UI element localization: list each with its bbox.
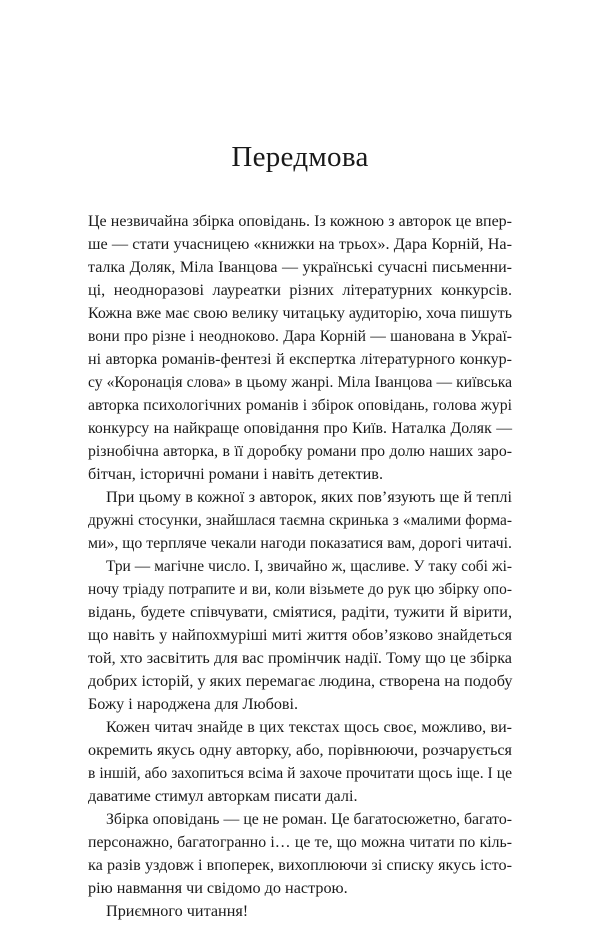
text-line: конкурсу на найкраще оповідання про Київ. Наталка Доляк — <box>88 420 512 437</box>
text-line: ка разів уздовж і впоперек, вихоплюючи зі списку якусь істо- <box>88 856 512 874</box>
paragraph <box>88 808 512 900</box>
text-line: добрих історій, у яких перемагає людина, створена на подобу <box>88 672 513 690</box>
text-line: в іншій, або захопиться всіма й захоче прочитати щось іще. І це <box>88 765 512 782</box>
text-line: ми», що терпляче чекали нагоди показатися вам, дорогі читачі. <box>88 535 512 552</box>
text-line: рію навмання чи свідомо до настрою. <box>88 879 348 897</box>
text-line: Приємного читання! <box>106 902 249 920</box>
text-line: Збірка оповідань — це не роман. Це багатосюжетно, багато- <box>106 811 512 828</box>
page-title: Передмова <box>231 141 369 173</box>
text-line: дружні стосунки, знайшлася таємна скринька з «малими форма- <box>88 512 512 529</box>
paragraph <box>88 210 512 486</box>
text-line: талка Доляк, Міла Іванцова — українські сучасні письменни- <box>88 259 512 276</box>
text-line: ночу тріаду потрапите и ви, коли візьмете до рук цю збірку опо- <box>88 581 512 598</box>
text-line: даватиме стимул авторкам писати далі. <box>88 787 358 805</box>
text-line: Це незвичайна збірка оповідань. Із кожною з авторок це впер- <box>88 213 512 230</box>
paragraph <box>88 486 512 555</box>
text-line: ше — стати учасницею «книжки на трьох». Дара Корній, На- <box>88 235 512 253</box>
text-line: Кожна вже має свою велику читацьку аудиторію, хоча пишуть <box>88 305 512 322</box>
text-line: авторка психологічних романів і збірок оповідань, голова журі <box>88 397 512 414</box>
text-line: що навіть у найпохмуріші миті життя обов’язково знайдеться <box>88 627 512 644</box>
paragraph <box>88 900 512 923</box>
text-line: Божу і народжена для Любові. <box>88 695 299 713</box>
text-line: бітчан, історичні романи і навіть детектив. <box>88 465 383 483</box>
text-line: персонажно, багатогранно і… це те, що можна читати по кіль- <box>88 834 512 851</box>
paragraph <box>88 716 512 808</box>
text-line: той, хто засвітить для вас промінчик надії. Тому що це збірка <box>88 649 512 667</box>
text-line: ні авторка романів-фентезі й експертка літературного конкур- <box>88 351 512 368</box>
text-line: відань, будете співчувати, сміятися, радіти, тужити й вірити, <box>88 603 512 621</box>
paragraph <box>88 555 512 716</box>
text-line: су «Коронація слова» в цьому жанрі. Міла Іванцова — київська <box>88 374 512 391</box>
text-line: різнобічна авторка, в її доробку романи про долю наших заро- <box>88 443 512 460</box>
text-line: Кожен читач знайде в цих текстах щось своє, можливо, ви- <box>106 719 512 736</box>
text-line: вони про різне і неодноково. Дара Корній — шанована в Украї- <box>88 328 512 345</box>
text-line: ці, неодноразові лауреатки різних літературних конкурсів. <box>88 281 512 299</box>
text-line: При цьому в кожної з авторок, яких пов’язують ще й теплі <box>106 488 512 506</box>
text-line: окремить якусь одну авторку, або, порівнюючи, розчарується <box>88 741 512 759</box>
text-line: Три — магічне число. І, звичайно ж, щасливе. У таку собі жі- <box>106 558 512 575</box>
body-text <box>88 210 512 923</box>
